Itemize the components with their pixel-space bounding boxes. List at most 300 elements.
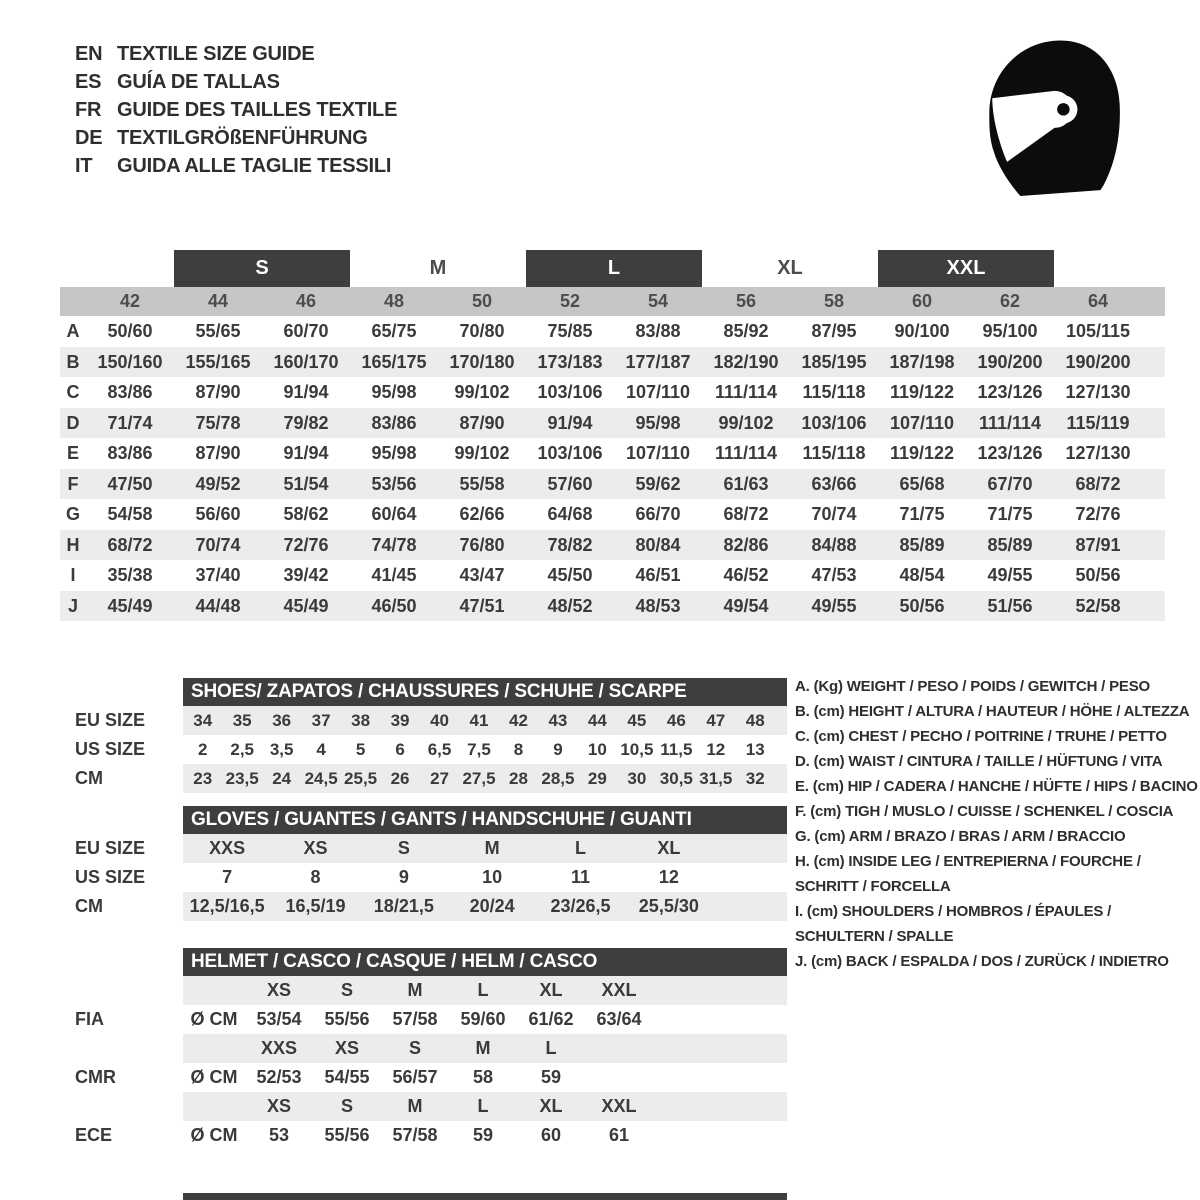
glove-eu-size: M (484, 838, 500, 858)
measure-value: 90/100 (894, 321, 950, 341)
main-columns-row (60, 287, 1165, 316)
helmet-sizes-1 (183, 1034, 653, 1063)
shoe-us-size: 4 (316, 740, 326, 759)
shoes-eu-row (183, 706, 787, 735)
measure-value: 56/60 (195, 504, 241, 524)
helmet-size-value: 61 (608, 1125, 630, 1145)
measure-value: 83/88 (635, 321, 681, 341)
size-group-m: M (429, 257, 447, 279)
helmet-size-value: 54/55 (324, 1067, 370, 1087)
helmet-size-value: 57/58 (392, 1125, 438, 1145)
gloves-us-row (183, 863, 787, 892)
measure-row (60, 377, 1165, 408)
helmet-size-value: 57/58 (392, 1009, 438, 1029)
diameter-label: Ø CM (190, 1009, 238, 1029)
measure-row (60, 499, 1165, 530)
helmet-sizes-row-ece (183, 1092, 787, 1121)
shoe-eu-size: 40 (430, 711, 449, 730)
measure-value: 127/130 (1065, 382, 1131, 402)
shoe-us-size: 7,5 (467, 740, 491, 759)
measure-value: 68/72 (723, 504, 769, 524)
measure-value: 43/47 (459, 565, 505, 585)
measure-letter: F (67, 473, 79, 494)
shoes-cm-label: CM (75, 768, 103, 788)
measure-value: 60/64 (371, 504, 417, 524)
helmet-size-value: 61/62 (528, 1009, 574, 1029)
size-column-header: 64 (1087, 291, 1109, 311)
glove-cm-value: 12,5/16,5 (189, 896, 265, 916)
diameter-spacer (183, 976, 245, 1005)
shoe-us-size: 10,5 (620, 740, 654, 759)
measure-value: 63/66 (811, 473, 857, 494)
size-group-s: S (174, 250, 350, 287)
helmet-values-0 (183, 1005, 653, 1034)
measure-letter: A (66, 321, 80, 341)
measure-value: 48/52 (547, 595, 593, 616)
measure-value: 50/56 (1075, 565, 1121, 585)
helmet-standard-label-ece: ECE (75, 1125, 113, 1145)
legend-item (795, 949, 1198, 974)
measure-letter: C (66, 382, 80, 402)
helmet-sizes-0 (183, 976, 653, 1005)
legend-item (795, 674, 1198, 699)
legend-item (795, 824, 1198, 849)
shoe-eu-size: 44 (587, 711, 607, 730)
measure-row (60, 469, 1165, 500)
shoe-cm-value: 31,5 (699, 769, 733, 788)
language-row (75, 124, 397, 152)
legend-line: B. (cm) HEIGHT / ALTURA / HAUTEUR / HÖHE / ALTEZZA (795, 703, 1190, 720)
measure-value: 51/56 (987, 595, 1033, 616)
measure-letter: H (66, 534, 80, 555)
measure-value: 58/62 (283, 504, 329, 524)
language-row (75, 40, 397, 68)
size-group-l: L (526, 250, 702, 287)
measure-value: 95/98 (635, 412, 681, 433)
diameter-label: Ø CM (190, 1067, 238, 1087)
measure-value: 187/198 (889, 351, 955, 372)
shoes-cm-cells (183, 764, 775, 793)
measure-value: 87/90 (195, 443, 241, 463)
shoe-us-size: 2 (197, 740, 208, 759)
glove-cm-value: 20/24 (469, 896, 515, 916)
shoe-cm-value: 26 (390, 769, 410, 788)
size-column-header: 48 (383, 291, 405, 311)
helmet-size-value: 55/56 (324, 1009, 370, 1029)
helmet-standard-label-fia: FIA (75, 1009, 104, 1029)
legend-list (795, 674, 1198, 974)
shoes-cm-row (183, 764, 787, 793)
language-code: IT (75, 154, 93, 177)
helmet-size-header: XS (266, 980, 291, 1000)
helmet-size-header: S (340, 1096, 353, 1116)
helmet-size-value: 56/57 (392, 1067, 438, 1087)
measure-value: 107/110 (625, 382, 691, 402)
measure-value: 39/42 (283, 565, 329, 585)
shoe-eu-size: 46 (666, 711, 686, 730)
shoe-cm-value: 30 (627, 769, 647, 788)
measure-value: 91/94 (283, 443, 329, 463)
shoe-eu-size: 38 (351, 711, 371, 730)
helmet-size-header: XXS (260, 1038, 298, 1058)
helmet-section-title: HELMET / CASCO / CASQUE / HELM / CASCO (183, 948, 787, 976)
shoe-cm-value: 32 (745, 769, 765, 788)
measure-value: 87/91 (1075, 534, 1121, 555)
glove-us-size: 10 (482, 867, 503, 887)
helmet-size-value: 60 (540, 1125, 562, 1145)
helmet-size-value: 52/53 (256, 1067, 302, 1087)
shoes-us-row (183, 735, 787, 764)
measure-value: 53/56 (371, 473, 417, 494)
size-column-header: 56 (735, 291, 757, 311)
language-code: EN (75, 42, 103, 65)
measure-value: 173/183 (537, 351, 603, 372)
measure-value: 85/89 (899, 534, 945, 555)
helmet-standard-label-cmr: CMR (75, 1067, 116, 1087)
size-group-xxl: XXL (878, 250, 1054, 287)
glove-cm-value: 16,5/19 (285, 896, 346, 916)
measure-value: 111/114 (714, 382, 778, 402)
helmet-size-header: XS (266, 1096, 291, 1116)
shoes-us-label: US SIZE (75, 739, 146, 759)
measure-value: 78/82 (547, 534, 593, 555)
measure-value: 111/114 (978, 412, 1042, 433)
language-title: GUIDE DES TAILLES TEXTILE (117, 98, 398, 121)
measure-value: 107/110 (889, 412, 955, 433)
measure-letter: J (67, 595, 78, 616)
helmet-size-value: 59/60 (460, 1009, 506, 1029)
measure-value: 70/74 (811, 504, 857, 524)
measure-value: 55/65 (195, 321, 241, 341)
gloves-eu-label: EU SIZE (75, 838, 146, 858)
measure-value: 123/126 (977, 382, 1043, 402)
diameter-spacer (183, 1092, 245, 1121)
shoe-eu-size: 47 (706, 711, 726, 730)
measure-value: 47/51 (459, 595, 505, 616)
shoe-eu-size: 34 (193, 711, 213, 730)
measure-value: 95/98 (371, 443, 417, 463)
shoe-eu-size: 45 (627, 711, 647, 730)
legend-line: A. (Kg) WEIGHT / PESO / POIDS / GEWITCH / PESO (795, 678, 1150, 695)
measure-row (60, 438, 1165, 469)
shoe-us-size: 5 (355, 740, 366, 759)
helmet-size-value: 53/54 (256, 1009, 302, 1029)
helmet-size-header: XXL (601, 1096, 637, 1116)
shoe-us-size: 11,5 (660, 740, 693, 759)
language-title: TEXTILE SIZE GUIDE (117, 42, 315, 65)
measure-value: 79/82 (283, 412, 329, 433)
measure-value: 72/76 (283, 534, 329, 555)
glove-eu-size: L (574, 838, 586, 858)
glove-us-size: 9 (398, 867, 409, 887)
glove-cm-value: 18/21,5 (373, 896, 434, 916)
glove-eu-size: S (397, 838, 410, 858)
measure-value: 82/86 (723, 534, 769, 555)
shoe-eu-size: 48 (745, 711, 765, 730)
measure-value: 127/130 (1065, 443, 1131, 463)
shoe-cm-value: 28,5 (541, 769, 575, 788)
shoe-cm-value: 28 (508, 769, 528, 788)
measure-value: 160/170 (273, 351, 339, 372)
gloves-eu-row (183, 834, 787, 863)
helmet-sizes-row-fia (183, 976, 787, 1005)
helmet-size-header: XS (334, 1038, 359, 1058)
measure-value: 47/53 (811, 565, 857, 585)
measure-value: 71/75 (987, 504, 1033, 524)
shoe-us-size: 10 (587, 740, 607, 759)
measure-value: 87/95 (811, 321, 857, 341)
shoes-eu-label: EU SIZE (75, 710, 146, 730)
shoe-cm-value: 25,5 (344, 769, 378, 788)
measure-letter: E (66, 443, 79, 463)
racing-helmet-icon (978, 36, 1128, 196)
size-group-row (60, 250, 1165, 287)
glove-us-size: 7 (222, 867, 233, 887)
measure-value: 115/118 (802, 443, 866, 463)
measure-value: 45/50 (547, 565, 593, 585)
size-column-header: 60 (911, 291, 933, 311)
measure-value: 111/114 (714, 443, 778, 463)
legend-item (795, 899, 1198, 949)
language-row (75, 96, 397, 124)
legend-line: H. (cm) INSIDE LEG / ENTREPIERNA / FOURCHE / (795, 853, 1141, 870)
main-table-body (60, 316, 1165, 621)
size-column-header: 62 (999, 291, 1021, 311)
corner-spacer (60, 287, 86, 316)
measure-row (60, 560, 1165, 591)
measure-value: 91/94 (547, 412, 593, 433)
shoes-us-cells (183, 735, 775, 764)
measure-row (60, 316, 1165, 347)
measure-value: 54/58 (107, 504, 153, 524)
measure-value: 71/75 (899, 504, 945, 524)
measure-value: 95/100 (982, 321, 1038, 341)
helmet-values-row-cmr (183, 1063, 787, 1092)
measure-value: 115/118 (802, 382, 866, 402)
measure-value: 105/115 (1065, 321, 1131, 341)
measure-value: 155/165 (185, 351, 251, 372)
measure-value: 103/106 (801, 412, 867, 433)
measure-value: 190/200 (1065, 351, 1131, 372)
measure-value: 83/86 (371, 412, 417, 433)
legend-item (795, 774, 1198, 799)
legend-item (795, 699, 1198, 724)
legend-line: E. (cm) HIP / CADERA / HANCHE / HÜFTE / HIPS / BACINO (795, 778, 1198, 795)
helmet-size-header: XL (539, 980, 563, 1000)
helmet-size-header: L (477, 980, 489, 1000)
shoe-cm-value: 24 (272, 769, 292, 788)
glove-cm-value: 25,5/30 (638, 896, 699, 916)
helmet-values-1 (183, 1063, 653, 1092)
gloves-cm-cells (183, 892, 713, 921)
helmet-size-value: 59 (472, 1125, 494, 1145)
measure-row (60, 347, 1165, 378)
measure-value: 119/122 (889, 443, 955, 463)
measure-value: 103/106 (537, 443, 603, 463)
size-column-header: 42 (119, 291, 141, 311)
shoe-eu-size: 43 (548, 711, 568, 730)
helmet-size-header: L (477, 1096, 489, 1116)
helmet-sizes-2 (183, 1092, 653, 1121)
measure-value: 70/74 (195, 534, 241, 555)
language-title: GUÍA DE TALLAS (117, 70, 280, 93)
helmet-size-header: S (408, 1038, 421, 1058)
measure-value: 55/58 (459, 473, 505, 494)
measure-value: 66/70 (635, 504, 681, 524)
legend-item (795, 849, 1198, 899)
measure-value: 71/74 (107, 412, 153, 433)
language-code: ES (75, 70, 102, 93)
gloves-cm-row (183, 892, 787, 921)
measure-value: 46/52 (723, 565, 769, 585)
helmet-size-header: M (475, 1038, 491, 1058)
legend-line: SCHULTERN / SPALLE (795, 928, 954, 945)
measure-row (60, 408, 1165, 439)
glove-eu-size: XS (303, 838, 328, 858)
diameter-label: Ø CM (190, 1125, 238, 1145)
legend-line: I. (cm) SHOULDERS / HOMBROS / ÉPAULES / (795, 903, 1112, 920)
helmet-sizes-row-cmr (183, 1034, 787, 1063)
shoe-cm-value: 30,5 (659, 769, 693, 788)
measure-value: 87/90 (459, 412, 505, 433)
measure-value: 80/84 (635, 534, 681, 555)
gloves-eu-cells (183, 834, 713, 863)
measure-value: 49/52 (195, 473, 241, 494)
measure-value: 67/70 (987, 473, 1033, 494)
measure-value: 150/160 (97, 351, 163, 372)
measure-value: 68/72 (107, 534, 153, 555)
measure-letter: D (66, 412, 80, 433)
measure-letter: I (70, 565, 76, 585)
shoe-cm-value: 24,5 (304, 769, 338, 788)
measure-value: 50/60 (107, 321, 153, 341)
legend-line: F. (cm) TIGH / MUSLO / CUISSE / SCHENKEL / COSCIA (795, 803, 1174, 820)
measure-value: 49/55 (987, 565, 1033, 585)
shoe-eu-size: 42 (508, 711, 528, 730)
shoe-eu-size: 37 (311, 711, 331, 730)
measure-value: 182/190 (713, 351, 779, 372)
gloves-section-title: GLOVES / GUANTES / GANTS / HANDSCHUHE / GUANTI (183, 806, 787, 834)
helmet-values-row-ece (183, 1121, 787, 1150)
measure-value: 84/88 (811, 534, 857, 555)
shoe-us-size: 6,5 (427, 740, 452, 759)
measure-value: 75/78 (195, 412, 241, 433)
shoe-us-size: 9 (553, 740, 563, 759)
language-title: TEXTILGRÖßENFÜHRUNG (117, 126, 368, 149)
measure-value: 65/68 (899, 473, 945, 494)
measure-value: 68/72 (1075, 473, 1121, 494)
legend-line: J. (cm) BACK / ESPALDA / DOS / ZURÜCK / INDIETRO (795, 953, 1169, 970)
language-code: DE (75, 126, 103, 149)
shoe-eu-size: 39 (390, 711, 410, 730)
shoes-section-title: SHOES/ ZAPATOS / CHAUSSURES / SCHUHE / SCARPE (183, 678, 787, 706)
measure-value: 91/94 (283, 382, 329, 402)
measure-row (60, 530, 1165, 561)
measure-value: 60/70 (283, 321, 329, 341)
measure-value: 48/54 (899, 565, 945, 585)
main-size-table (60, 250, 1165, 621)
measure-value: 83/86 (107, 443, 153, 463)
glove-cm-value: 23/26,5 (550, 896, 611, 916)
measure-value: 46/51 (635, 565, 681, 585)
measure-value: 51/54 (283, 473, 329, 494)
measure-value: 44/48 (195, 595, 241, 616)
measure-value: 45/49 (107, 595, 153, 616)
measure-value: 37/40 (195, 565, 241, 585)
measure-value: 50/56 (899, 595, 945, 616)
measure-value: 41/45 (371, 565, 417, 585)
measure-value: 83/86 (107, 382, 153, 402)
measure-value: 74/78 (371, 534, 417, 555)
gloves-us-label: US SIZE (75, 867, 146, 887)
measure-value: 62/66 (459, 504, 505, 524)
measure-value: 103/106 (537, 382, 603, 402)
size-column-header: 44 (207, 291, 229, 311)
helmet-size-header: XXL (601, 980, 637, 1000)
helmet-values-row-fia (183, 1005, 787, 1034)
measure-value: 107/110 (625, 443, 691, 463)
size-column-header: 46 (295, 291, 317, 311)
measure-value: 190/200 (977, 351, 1043, 372)
language-row (75, 68, 397, 96)
measure-value: 185/195 (801, 351, 867, 372)
helmet-size-header: S (340, 980, 353, 1000)
shoes-eu-cells (183, 706, 775, 735)
gloves-us-cells (183, 863, 713, 892)
glove-us-size: 12 (658, 867, 679, 887)
shoe-cm-value: 23 (193, 769, 213, 788)
measure-value: 99/102 (454, 443, 510, 463)
shoe-us-size: 12 (706, 740, 726, 759)
measure-value: 35/38 (107, 565, 153, 585)
glove-eu-size: XL (657, 838, 681, 858)
measure-letter: B (66, 351, 80, 372)
measure-value: 49/55 (811, 595, 857, 616)
helmet-size-value: 55/56 (324, 1125, 370, 1145)
legend-item (795, 799, 1198, 824)
legend-item (795, 749, 1198, 774)
shoe-eu-size: 41 (469, 711, 489, 730)
measure-value: 85/89 (987, 534, 1033, 555)
size-column-header: 50 (471, 291, 493, 311)
measure-value: 52/58 (1075, 595, 1121, 616)
measure-value: 48/53 (635, 595, 681, 616)
measure-value: 123/126 (977, 443, 1043, 463)
helmet-size-value: 63/64 (596, 1009, 642, 1029)
shoe-us-size: 3,5 (269, 740, 294, 759)
measure-value: 57/60 (547, 473, 593, 494)
language-code: FR (75, 98, 102, 121)
shoe-cm-value: 27 (430, 769, 449, 788)
measure-value: 99/102 (718, 412, 774, 433)
measure-value: 95/98 (371, 382, 417, 402)
helmet-values-2 (183, 1121, 653, 1150)
legend-line: SCHRITT / FORCELLA (795, 878, 951, 895)
size-column-header: 54 (647, 291, 669, 311)
helmet-size-header: M (407, 980, 423, 1000)
measure-value: 46/50 (371, 595, 417, 616)
measure-value: 177/187 (625, 351, 691, 372)
legend-line: D. (cm) WAIST / CINTURA / TAILLE / HÜFTUNG / VITA (795, 753, 1163, 770)
measure-value: 87/90 (195, 382, 241, 402)
measure-value: 59/62 (635, 473, 681, 494)
measure-value: 45/49 (283, 595, 329, 616)
gloves-cm-label: CM (75, 896, 103, 916)
measure-value: 170/180 (449, 351, 515, 372)
measure-value: 70/80 (459, 321, 505, 341)
cropped-next-section-bar (183, 1193, 787, 1200)
language-list (75, 40, 397, 180)
